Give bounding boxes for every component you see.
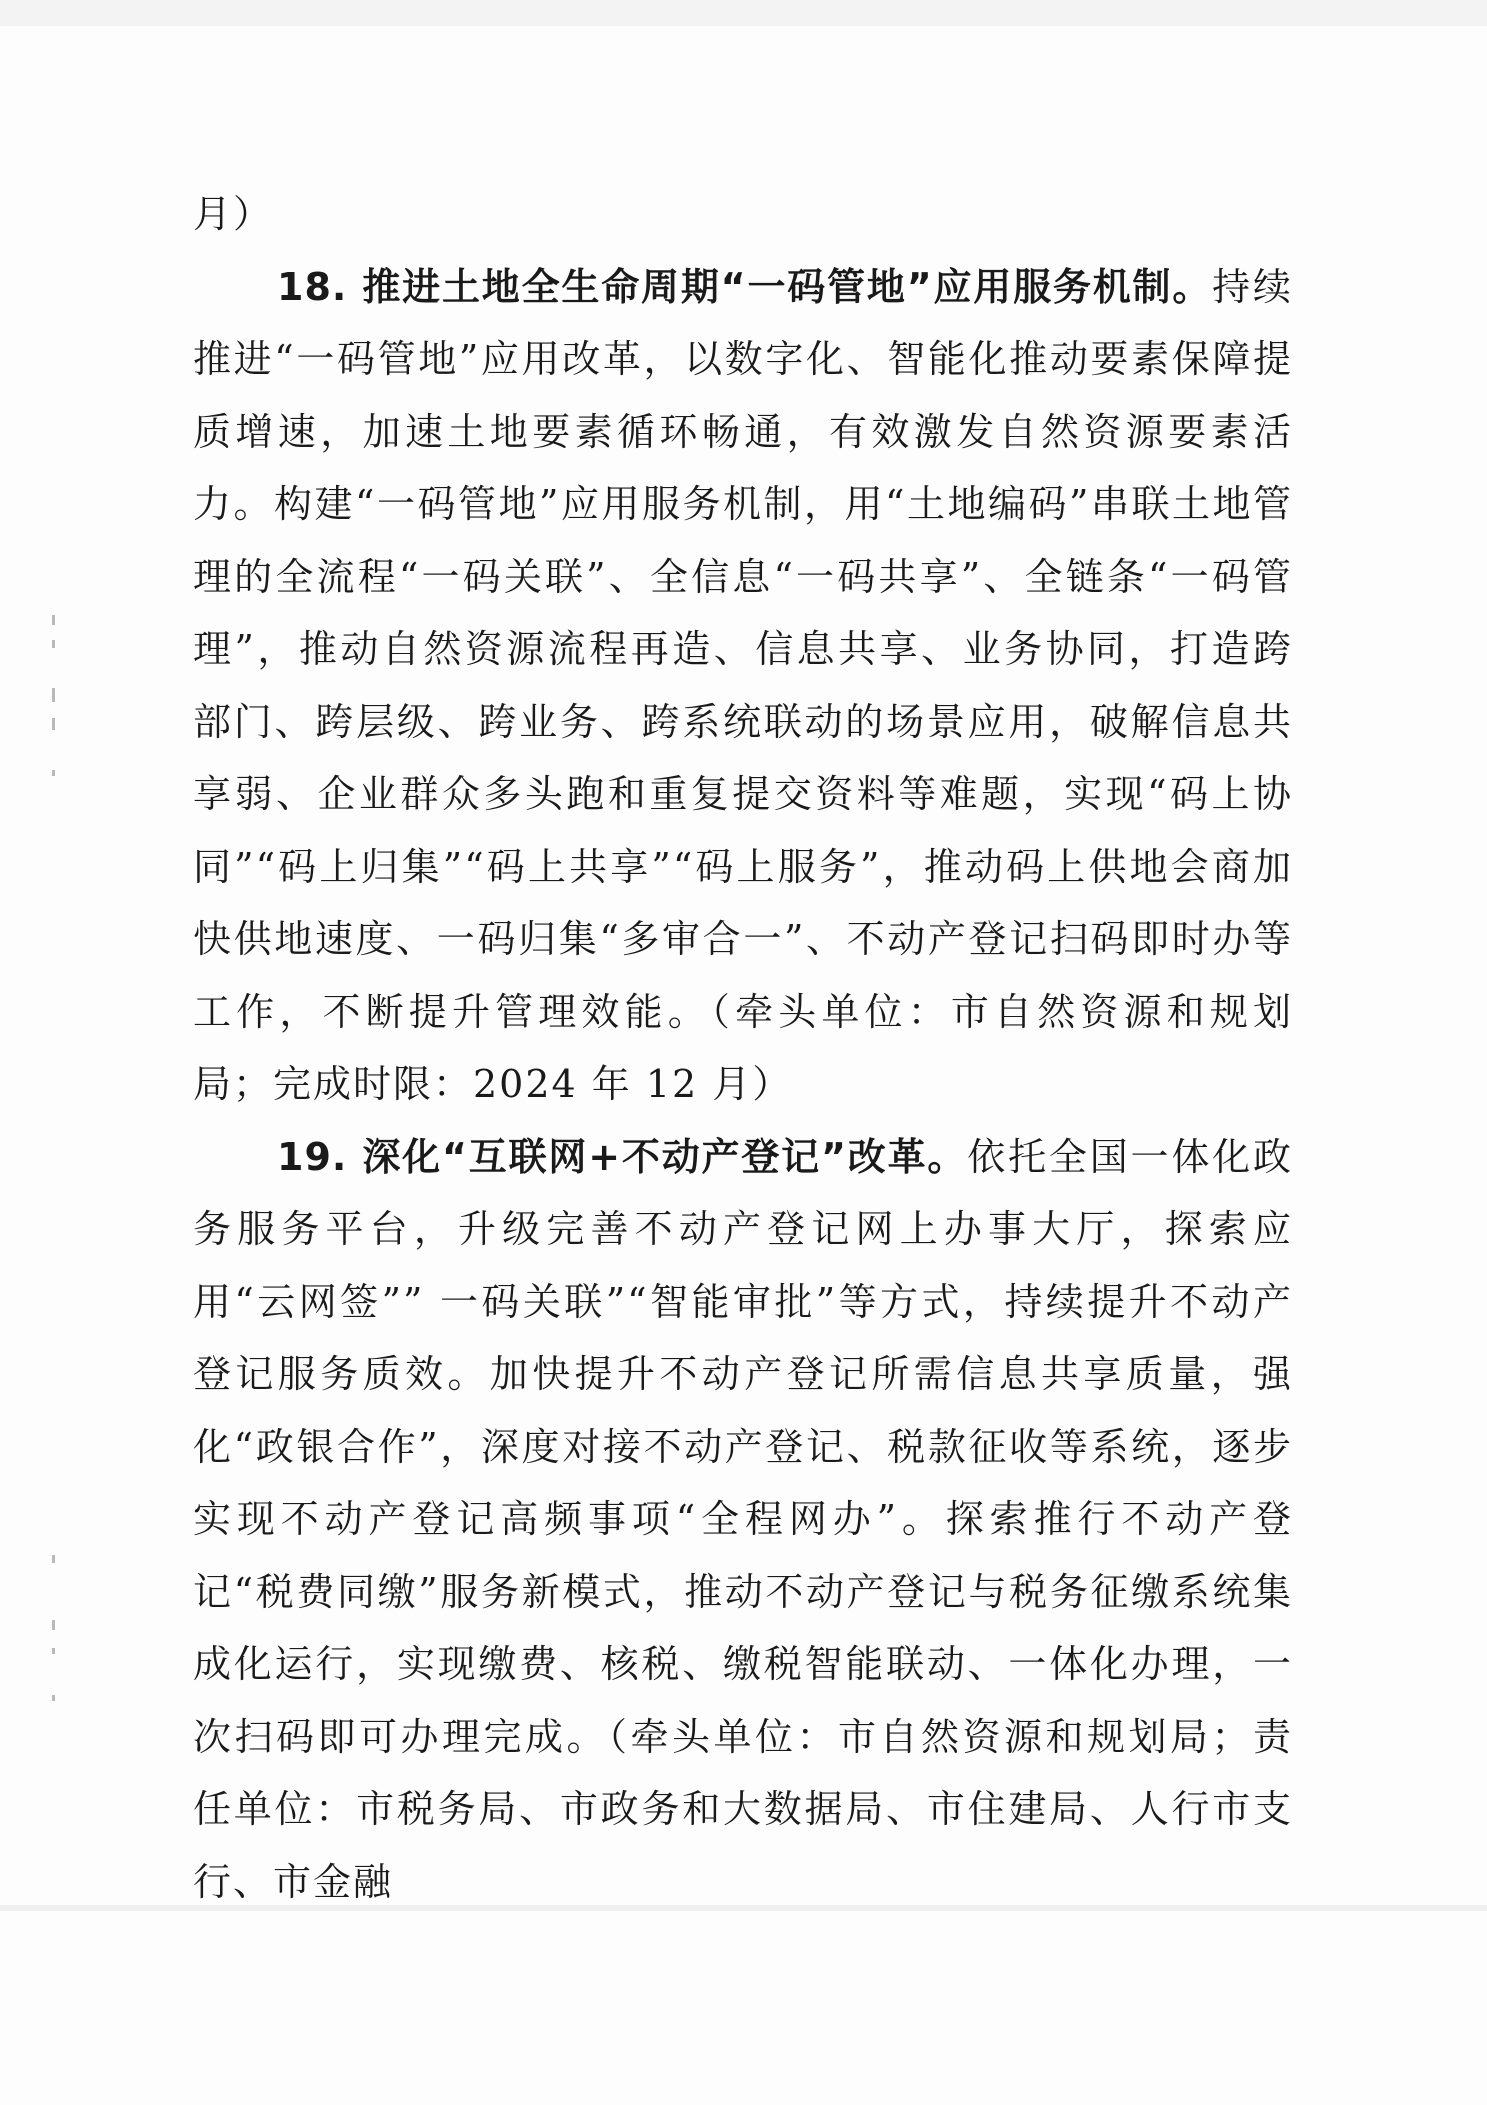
scan-artifact <box>52 1555 55 1563</box>
scan-artifact <box>52 1620 55 1630</box>
scan-artifact <box>52 1695 55 1701</box>
item-18-paragraph <box>193 251 1293 1121</box>
item-19-body: 依托全国一体化政务服务平台，升级完善不动产登记网上办事大厅，探索应用“云网签”” 一码关联”“智能审批”等方式，持续提升不动产登记服务质效。加快提升不动产登记所需信息共享质量，强化“政银合作”，深度对接不动产登记、税款征收等系统，逐步实现不动产登记高频事项“全程网办”。探索推行不动产登记“税费同缴”服务新模式，推动不动产登记与税务征缴系统集成化运行，实现缴费、核税、缴税智能联动、一体化办理，一次扫码即可办理完成。（牵头单位：市自然资源和规划局；责任单位：市税务局、市政务和大数据局、市住建局、人行市支行、市金融 <box>193 1134 1293 1904</box>
scan-artifact <box>52 615 55 625</box>
item-18-body: 持续推进“一码管地”应用改革，以数字化、智能化推动要素保障提质增速，加速土地要素循环畅通，有效激发自然资源要素活力。构建“一码管地”应用服务机制，用“土地编码”串联土地管理的全流程“一码关联”、全信息“一码共享”、全链条“一码管理”，推动自然资源流程再造、信息共享、业务协同，打造跨部门、跨层级、跨业务、跨系统联动的场景应用，破解信息共享弱、企业群众多头跑和重复提交资料等难题，实现“码上协同”“码上归集”“码上共享”“码上服务”，推动码上供地会商加快供地速度、一码归集“多审合一”、不动产登记扫码即时办等工作，不断提升管理效能。（牵头单位：市自然资源和规划局；完成时限：2024 年 12 月） <box>193 264 1293 1106</box>
item-18-heading: 18. 推进土地全生命周期“一码管地”应用服务机制。 <box>277 264 1213 309</box>
continuation-line: 月） <box>193 192 274 236</box>
item-19-paragraph <box>193 1121 1293 1919</box>
document-body <box>193 178 1293 1918</box>
scan-artifact <box>52 718 55 730</box>
scan-artifact <box>52 770 55 776</box>
item-19-heading: 19. 深化“互联网+不动产登记”改革。 <box>277 1134 968 1179</box>
scan-artifact <box>52 640 55 648</box>
scan-artifact <box>52 688 55 702</box>
scan-edge-shadow <box>0 0 1487 26</box>
scan-artifact <box>52 1648 55 1654</box>
